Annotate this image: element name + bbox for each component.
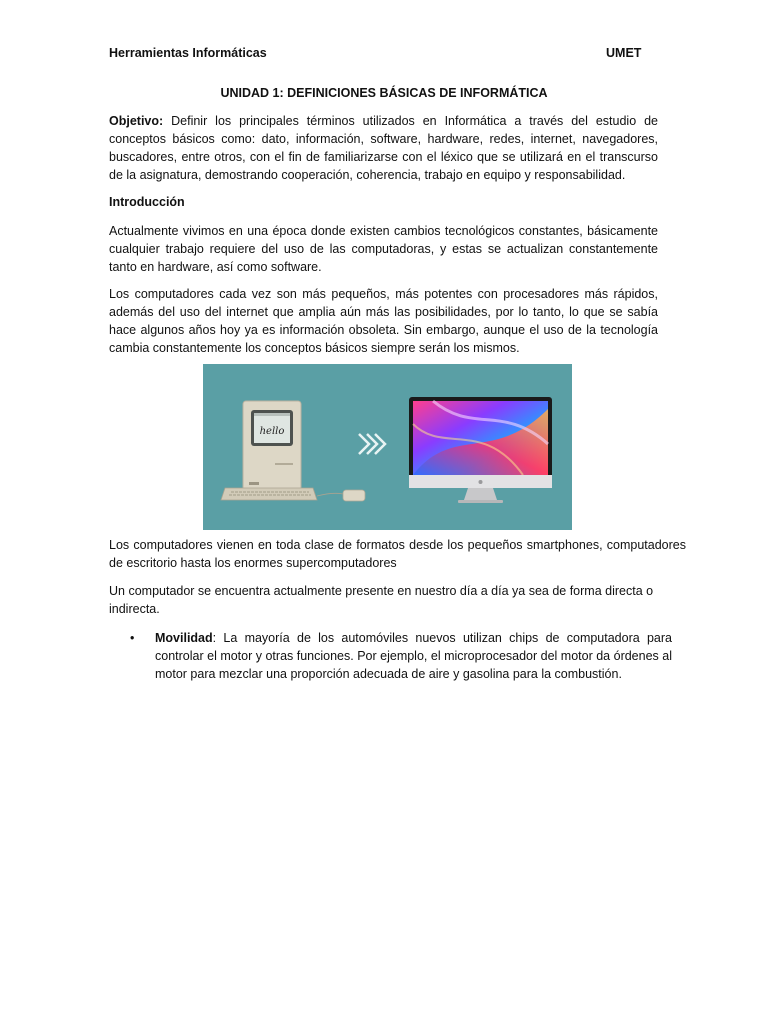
header-course-name: Herramientas Informáticas (109, 46, 267, 60)
screen-hello-text: hello (259, 426, 285, 437)
bullet-label: Movilidad (155, 631, 213, 645)
presence-paragraph: Un computador se encuentra actualmente presente en nuestro día a día ya sea de forma directa o indirecta. (109, 584, 654, 616)
bullet-symbol: • (130, 631, 135, 645)
bullet-text: : La mayoría de los automóviles nuevos utilizan chips de computadora para controlar el motor y otras funciones. Por ejemplo, el microprocesador del motor da órdenes al motor para mezclar una proporción adecuada de aire y gasolina para la combustión. (155, 631, 672, 681)
objective-paragraph (109, 112, 658, 184)
intro-paragraph-2: Los computadores cada vez son más pequeños, más potentes con procesadores más rápidos, además del uso del internet que amplia aún más las posibilidades, por lo tanto, lo que se sabía hace algunos años hoy ya es información obsoleta. Sin embargo, aunque el uso de la tecnología cambia constantemente los conceptos básicos siempre serán los mismos. (109, 287, 658, 355)
formats-paragraph: Los computadores vienen en toda clase de formatos desde los pequeños smartphones, computadores de escritorio hasta los enormes supercomputadores (109, 538, 686, 570)
objective-text: Definir los principales términos utilizados en Informática a través del estudio de conceptos básicos como: dato, información, software, hardware, redes, internet, navegadores, buscadores, entre otros, con el fin de familiarizarse con el léxico que se utilizará en el transcurso de la asignatura, demostrando cooperación, coherencia, trabajo en equipo y responsabilidad. (109, 114, 658, 182)
modern-computer-icon (409, 397, 552, 503)
intro-heading: Introducción (109, 195, 185, 209)
header-institution: UMET (606, 46, 642, 60)
objective-label: Objetivo: (109, 114, 164, 128)
unit-title: UNIDAD 1: DEFINICIONES BÁSICAS DE INFORMÁTICA (220, 86, 548, 100)
intro-paragraph-1: Actualmente vivimos en una época donde existen cambios tecnológicos constantes, básicamente cualquier trabajo requiere del uso de las computadoras, y estas se actualizan constantemente tanto en hardware, así como software. (109, 224, 658, 274)
computers-evolution-image (203, 364, 572, 530)
list-item (155, 629, 672, 683)
